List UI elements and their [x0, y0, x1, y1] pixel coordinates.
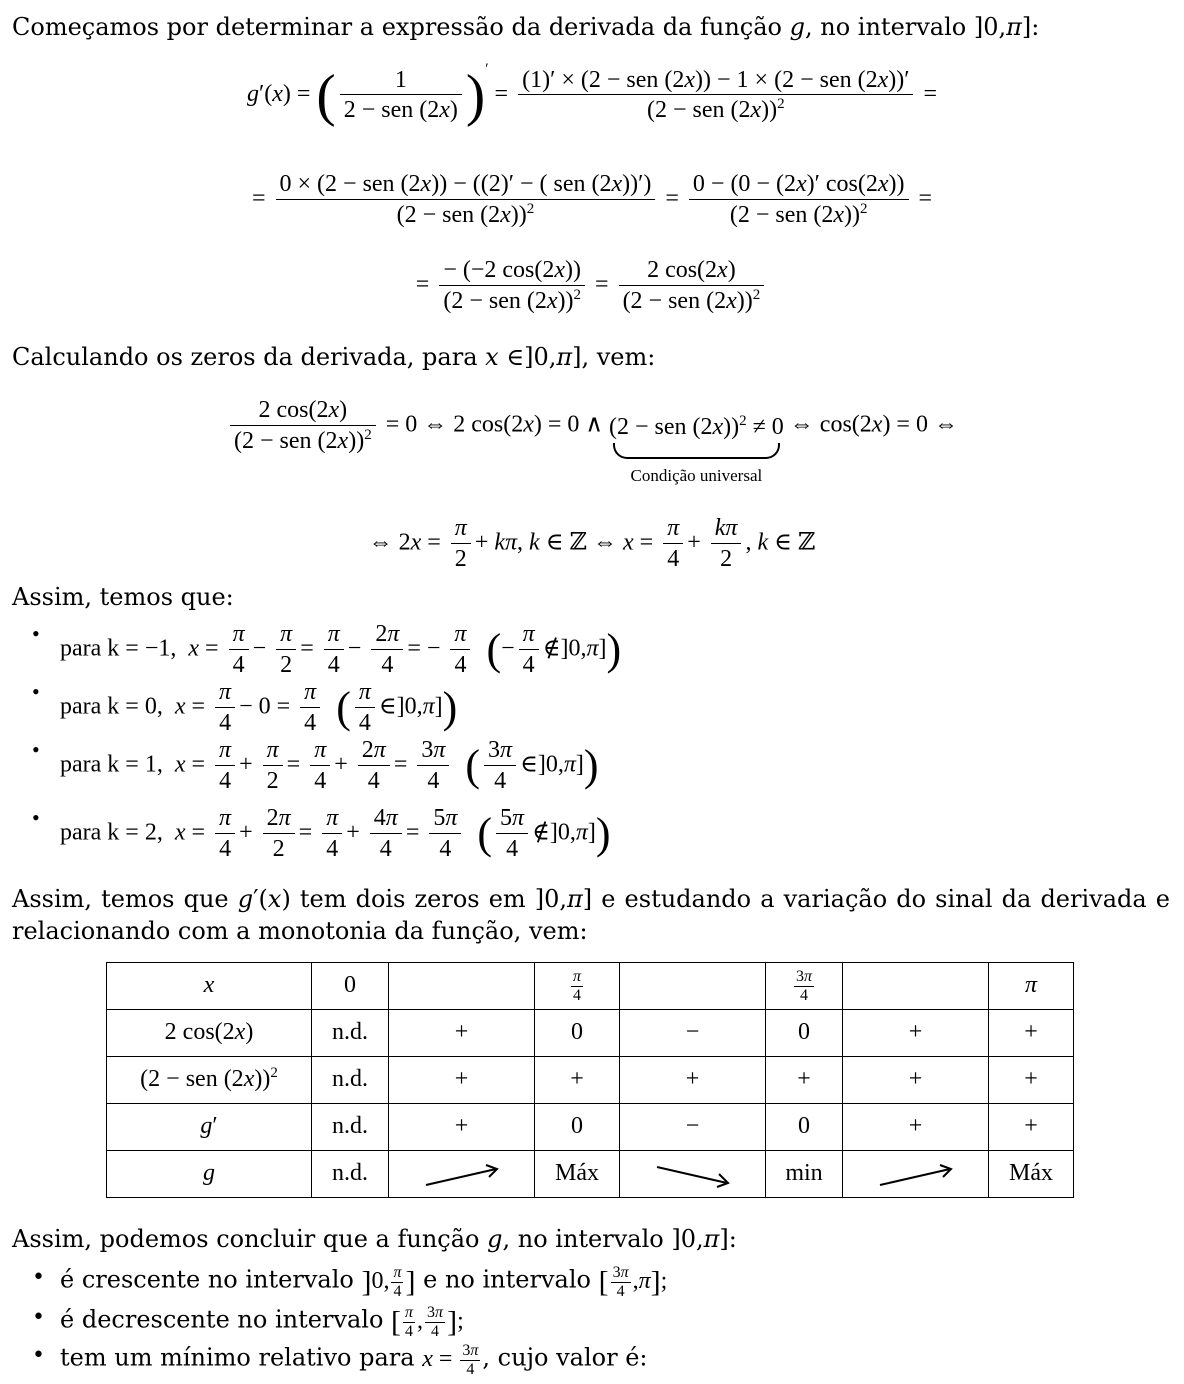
- header-cell: π: [989, 963, 1074, 1010]
- row-label: g: [107, 1151, 312, 1198]
- increasing-arrow-cell: [389, 1151, 535, 1198]
- table-cell: −: [620, 1010, 766, 1057]
- table-cell: 0: [535, 1104, 620, 1151]
- row-label: (2 − sen (2x))$^2$: [107, 1057, 312, 1104]
- table-cell: +: [843, 1010, 989, 1057]
- variacao-line-1: Assim, temos que g′(x) tem dois zeros em ]0,π] e estudando a variação do sinal da derivada e: [12, 885, 1170, 913]
- table-cell: +: [989, 1057, 1074, 1104]
- table-cell: min: [766, 1151, 843, 1198]
- header-cell: $\frac{\pi}{4}$: [535, 963, 620, 1010]
- case-label: para k = 2,: [60, 819, 163, 846]
- decreasing-arrow-cell: [620, 1151, 766, 1198]
- underbrace: [613, 443, 780, 459]
- table-cell: 0: [535, 1010, 620, 1057]
- assim-text: Assim, temos que:: [12, 583, 234, 611]
- conclusion-text: , cujo valor é:: [482, 1343, 648, 1372]
- header-cell: [843, 963, 989, 1010]
- derivative-eq-2: = $\frac{\text{0 × (2 − sen (2x)) − ((2)′ − ( sen (2x))′)}}{(2 - sen (2x))^2}$ = $\frac{0 - (0 - (2x)' \cos(2x))}{(2 - sen (2x))^2}$ =: [251, 171, 933, 228]
- table-cell: n.d.: [312, 1104, 389, 1151]
- table-cell: +: [843, 1104, 989, 1151]
- header-cell: [389, 963, 535, 1010]
- header-x: x: [107, 963, 312, 1010]
- conclusion-minimum: • tem um mínimo relativo para x = $\frac{3\pi}{4}$ , cujo valor é:: [32, 1342, 667, 1380]
- table-cell: n.d.: [312, 1151, 389, 1198]
- conclusion-intro-text: Assim, podemos concluir que a função g, no intervalo ]0,π]:: [12, 1225, 737, 1253]
- case-label: para k = 0,: [60, 693, 163, 720]
- table-cell: Máx: [989, 1151, 1074, 1198]
- increasing-arrow-icon: [422, 1161, 502, 1189]
- header-cell: 0: [312, 963, 389, 1010]
- case-label: para k = 1,: [60, 751, 163, 778]
- zeros-eq-2: ⇔ 2x = $\frac{\pi}{2}$ + kπ, k ∈ ℤ ⇔ x = $\frac{\pi}{4}$ + $\frac{k\pi}{2}$ , k ∈ ℤ: [368, 515, 816, 572]
- case-label: para k = −1,: [60, 635, 177, 662]
- table-row: [107, 1010, 1074, 1057]
- table-row: [107, 1151, 1074, 1198]
- table-cell: +: [843, 1057, 989, 1104]
- table-cell: +: [389, 1057, 535, 1104]
- table-cell: n.d.: [312, 1057, 389, 1104]
- table-cell: +: [989, 1104, 1074, 1151]
- row-label: g′: [107, 1104, 312, 1151]
- table-row: [107, 963, 1074, 1010]
- variation-table: [106, 962, 1074, 1198]
- table-row: [107, 1057, 1074, 1104]
- conclusion-text: tem um mínimo relativo para: [60, 1343, 415, 1372]
- table-cell: +: [535, 1057, 620, 1104]
- increasing-arrow-icon: [876, 1161, 956, 1189]
- zeros-eq-1: $\frac{2 \cos(2x)}{(2 - sen (2x))^2}$ = 0 ⇔ 2 cos(2x) = 0 ∧ (2 − sen (2x))$^2$ ≠ 0 Condição universal ⇔ cos(2x) = 0 ⇔: [12, 396, 1172, 487]
- case-k-0: • para k = 0, x = $\frac{\pi}{4}$ − 0 = $\frac{\pi}{4}$ ( $\frac{\pi}{4}$ ∈]0,π]): [32, 678, 621, 736]
- derivative-eq-3: = $\frac{- (-2 \cos(2x))}{(2 - sen (2x))^2}$ = $\frac{2 \cos(2x)}{(2 - sen (2x))^2}$: [12, 256, 1172, 316]
- table-cell: +: [389, 1010, 535, 1057]
- conclusion-text: e no intervalo: [423, 1265, 591, 1294]
- row-label: 2 cos(2x): [107, 1010, 312, 1057]
- conclusion-text: é crescente no intervalo: [60, 1265, 354, 1294]
- case-k-1: • para k = 1, x = $\frac{\pi}{4}$ + $\frac{\pi}{2}$ = $\frac{\pi}{4}$ + $\frac{2\pi}{4}$ = $\frac{3\pi}{4}$ ( $\frac{3\pi}{4}$ ∈]0,π]): [32, 736, 621, 804]
- conclusions-list: [32, 1264, 667, 1380]
- table-cell: +: [989, 1010, 1074, 1057]
- table-cell: +: [620, 1057, 766, 1104]
- header-cell: $\frac{3\pi}{4}$: [766, 963, 843, 1010]
- table-cell: Máx: [535, 1151, 620, 1198]
- cases-list: [32, 620, 621, 872]
- increasing-arrow-cell: [843, 1151, 989, 1198]
- variacao-line-2: relacionando com a monotonia da função, vem:: [12, 917, 588, 945]
- conclusion-increasing: • é crescente no intervalo ]0, $\frac{\pi}{4}$ ] e no intervalo [ $\frac{3\pi}{4}$ ,π];: [32, 1264, 667, 1304]
- decreasing-arrow-icon: [653, 1161, 733, 1189]
- zeros-intro-text: Calculando os zeros da derivada, para x ∈]0,π], vem:: [12, 343, 656, 371]
- case-k-2: • para k = 2, x = $\frac{\pi}{4}$ + $\frac{2\pi}{2}$ = $\frac{\pi}{4}$ + $\frac{4\pi}{4}$ = $\frac{5\pi}{4}$ ( $\frac{5\pi}{4}$ ∉]0,π]): [32, 804, 621, 872]
- table-cell: +: [389, 1104, 535, 1151]
- intro-text: Começamos por determinar a expressão da derivada da função g, no intervalo ]0,π]:: [12, 13, 1040, 41]
- table-cell: +: [766, 1057, 843, 1104]
- conclusion-decreasing: • é decrescente no intervalo [ $\frac{\pi}{4}$ , $\frac{3\pi}{4}$ ];: [32, 1304, 667, 1342]
- table-cell: −: [620, 1104, 766, 1151]
- table-row: [107, 1104, 1074, 1151]
- table-cell: n.d.: [312, 1010, 389, 1057]
- header-cell: [620, 963, 766, 1010]
- derivative-eq-1: g′(x) = ( $\frac{1}{\text{2 − sen (2x)}}$ )′ = $\frac{\text{(1)′ × (2 − sen (2x)) − 1 × (2 − sen (2x))′}}{(2 - sen (2x))^2}$ =: [246, 61, 938, 128]
- conclusion-text: é decrescente no intervalo: [60, 1305, 384, 1334]
- case-k-minus1: • para k = −1, x = $\frac{\pi}{4}$ − $\frac{\pi}{2}$ = $\frac{\pi}{4}$ − $\frac{2\pi}{4}$ = − $\frac{\pi}{4}$ (− $\frac{\pi}{4}$ ∉]0,π]): [32, 620, 621, 678]
- table-cell: 0: [766, 1104, 843, 1151]
- brace-note: Condição universal: [630, 466, 763, 486]
- table-cell: 0: [766, 1010, 843, 1057]
